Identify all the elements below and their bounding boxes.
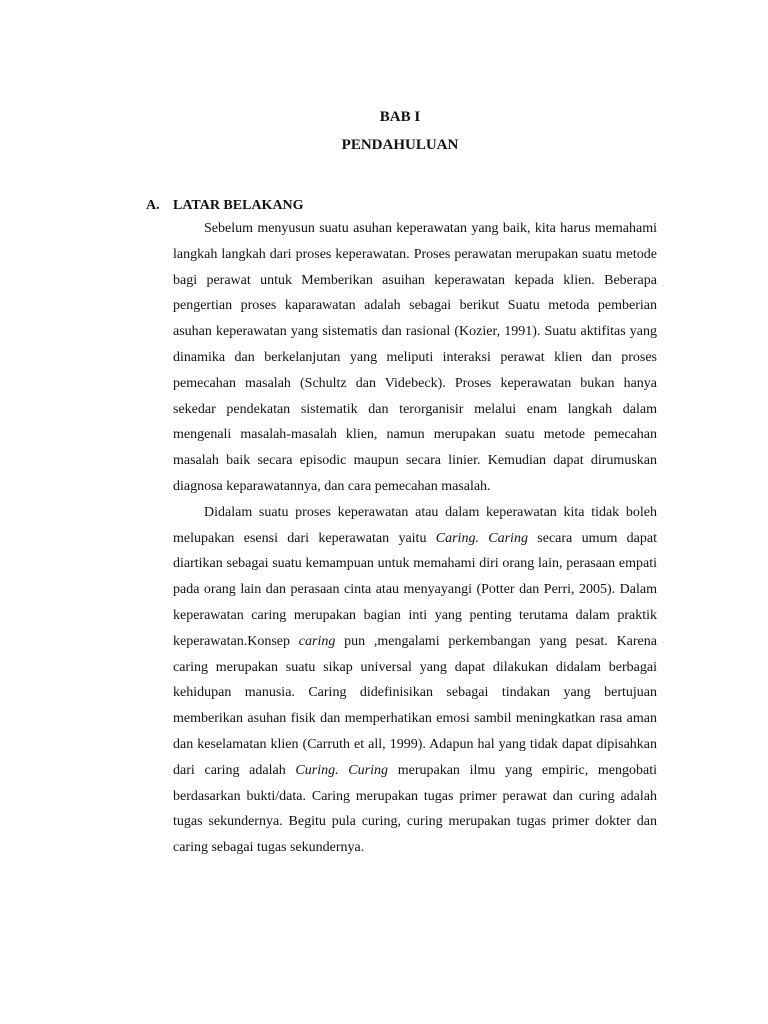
text-run: Sebelum menyusun suatu asuhan keperawatan yang baik, kita harus memahami langkah langkah dari proses keperawatan. Proses perawatan merupakan suatu metode bagi perawat untuk Memberikan asuihan keperawatan kepada klien. Beberapa pengertian proses kaparawatan adalah sebagai berikut Suatu metoda pemberian asuhan keperawatan yang sistematis dan rasional (Kozier, 1991). Suatu aktifitas yang dinamika dan berkelanjutan yang meliputi interaksi perawat klien dan proses pemecahan masalah (Schultz dan Videbeck). Proses keperawatan bukan hanya sekedar pendekatan sistematik dan terorganisir melalui enam langkah dalam mengenali masalah-masalah klien, namun merupakan suatu metode pemecahan masalah baik secara episodic maupun secara linier. Kemudian dapat dirumuskan diagnosa keparawatannya, dan cara pemecahan masalah. [173, 221, 657, 494]
italic-term: caring [298, 633, 336, 649]
chapter-number: BAB I [379, 109, 421, 125]
text-run: merupakan ilmu yang empiric, mengobati berdasarkan bukti/data. Caring merupakan tugas primer perawat dan curing adalah tugas sekundernya. Begitu pula curing, curing merupakan tugas primer dokter dan caring sebagai tugas sekundernya. [173, 762, 657, 856]
paragraph [173, 216, 657, 500]
text-run: secara umum dapat diartikan sebagai suatu kemampuan untuk memahami diri orang lain, perasaan empati pada orang lain dan perasaan cinta atau menyayangi (Potter dan Perri, 2005). Dalam keperawatan caring merupakan bagian inti yang penting terutama dalam praktik keperawatan.Konsep [173, 530, 657, 649]
text-run: Didalam suatu proses keperawatan atau dalam keperawatan kita tidak boleh melupakan esensi dari keperawatan yaitu [173, 504, 657, 546]
section-marker: A. [146, 198, 160, 213]
section-title: LATAR BELAKANG [173, 198, 304, 213]
text-run: pun ,mengalami perkembangan yang pesat. Karena caring merupakan suatu sikap universal yang dapat dilakukan didalam berbagai kehidupan manusia. Caring didefinisikan sebagai tindakan yang bertujuan memberikan asuhan fisik dan memperhatikan emosi sambil meningkatkan rasa aman dan keselamatan klien (Carruth et all, 1999). Adapun hal yang tidak dapat dipisahkan dari caring adalah [173, 633, 657, 778]
italic-term: Curing. Curing [295, 762, 388, 778]
body-text [173, 216, 657, 861]
italic-term: Caring. Caring [435, 530, 528, 546]
chapter-title: PENDAHULUAN [341, 137, 459, 153]
paragraph [173, 500, 657, 861]
